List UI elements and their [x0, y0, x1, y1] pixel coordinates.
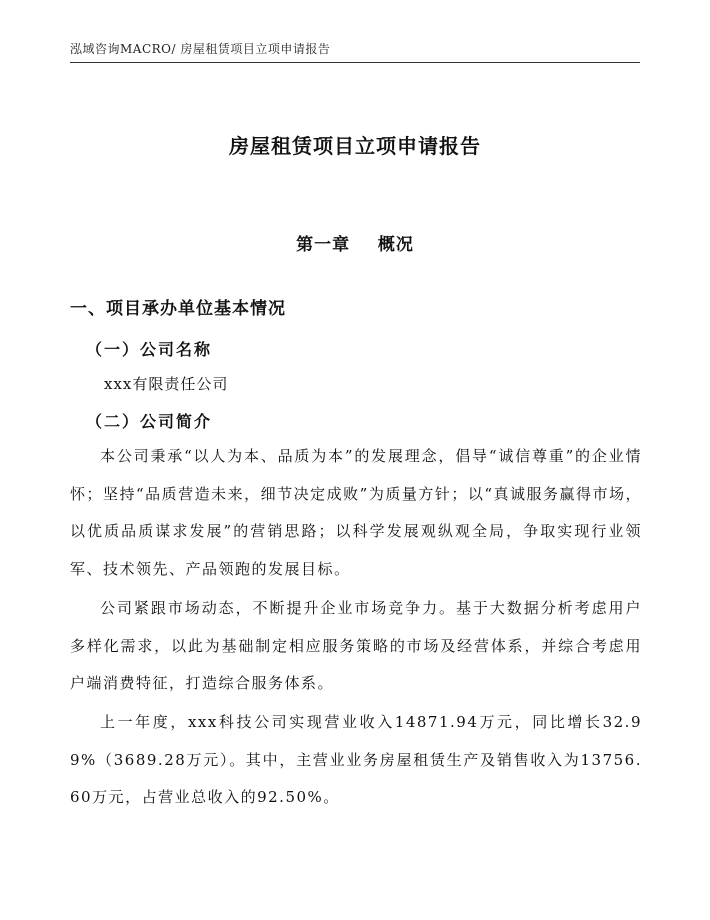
- subsection-heading-company-name: （一）公司名称: [86, 340, 213, 359]
- subsection-heading-company-profile: （二）公司简介: [86, 412, 213, 431]
- profile-paragraph: 本公司秉承“以人为本、品质为本”的发展理念，倡导“诚信尊重”的企业情怀；坚持“品质营造未来，细节决定成败”为质量方针；以“真诚服务赢得市场，以优质品质谋求发展”的营销思路；以科学发展观纵观全局，争取实现行业领军、技术领先、产品领跑的发展目标。: [70, 447, 643, 578]
- chapter-title: 第一章 概况: [296, 235, 414, 255]
- company-name-text: xxx有限责任公司: [104, 375, 229, 393]
- profile-paragraph: 上一年度，xxx科技公司实现营业收入14871.94万元，同比增长32.99%（3689.28万元）。其中，主营业业务房屋租赁生产及销售收入为13756.60万元，占营业总收入的92.50%。: [70, 713, 642, 806]
- profile-paragraph: 公司紧跟市场动态，不断提升企业市场竞争力。基于大数据分析考虑用户多样化需求，以此为基础制定相应服务策略的市场及经营体系，并综合考虑用户端消费特征，打造综合服务体系。: [70, 599, 642, 692]
- section-heading: 一、项目承办单位基本情况: [70, 299, 286, 319]
- running-header: 泓域咨询MACRO/ 房屋租赁项目立项申请报告: [70, 42, 331, 56]
- header-divider: [70, 62, 640, 63]
- document-title: 房屋租赁项目立项申请报告: [229, 134, 481, 158]
